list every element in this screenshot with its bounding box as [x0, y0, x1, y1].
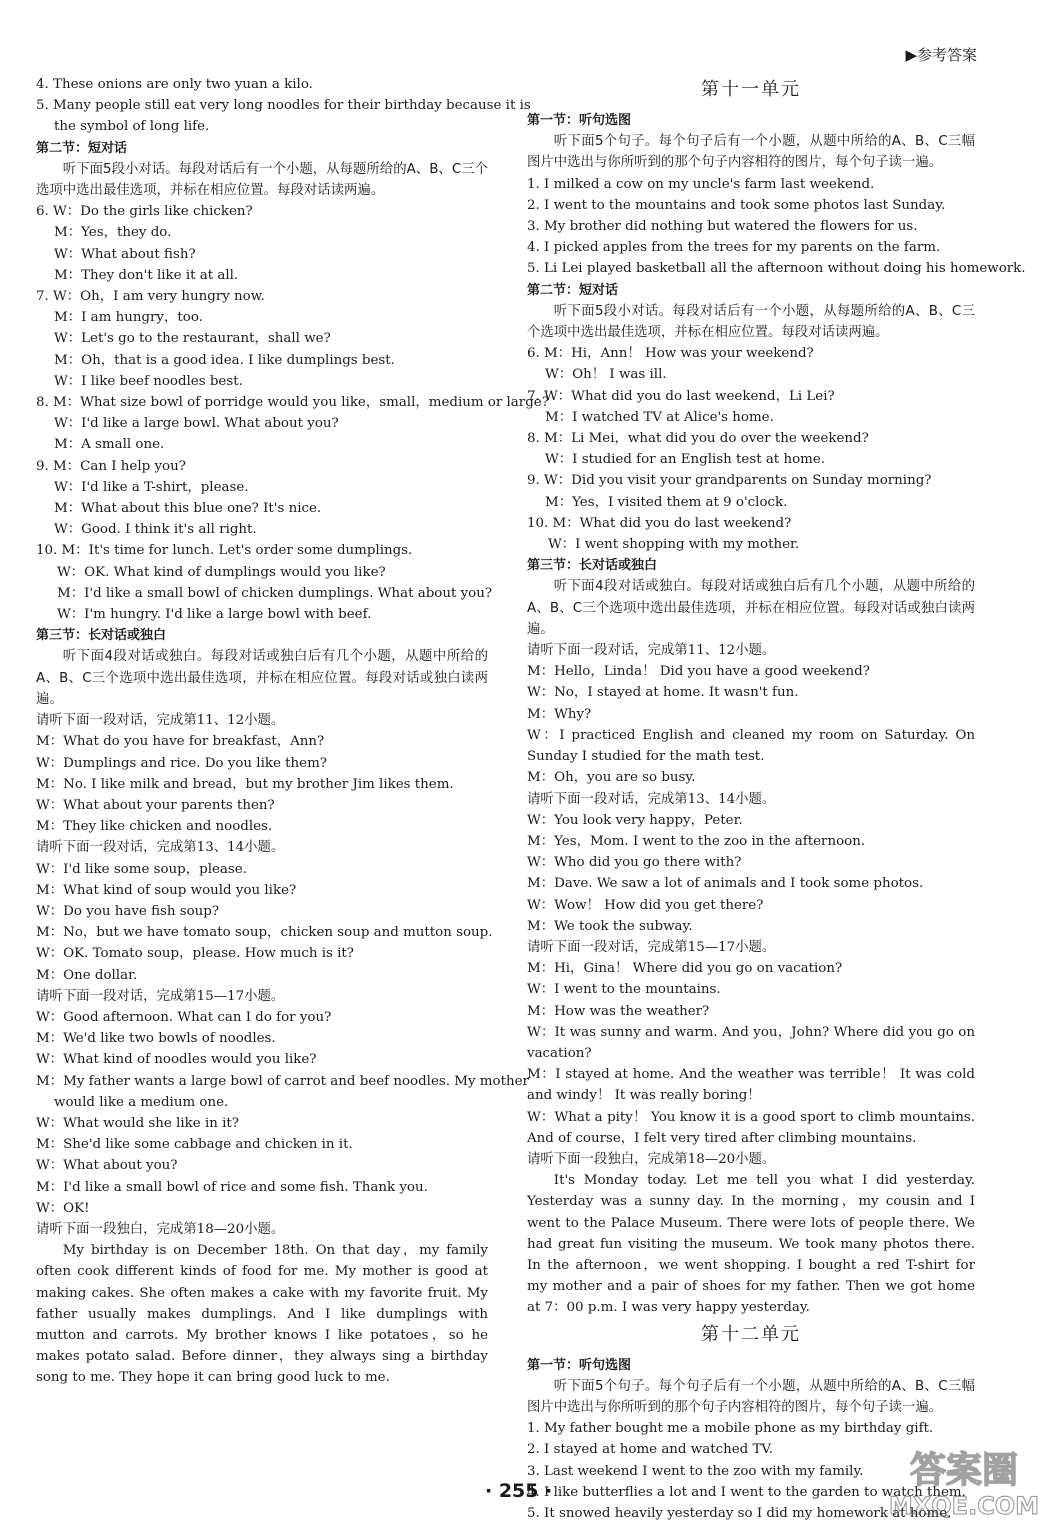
dialog-line: W：Who did you go there with?	[527, 855, 742, 871]
sentence-line: 4. I picked apples from the trees for my parents on the farm.	[527, 240, 941, 256]
sentence-line: 2. I stayed at home and watched TV.	[527, 1442, 773, 1458]
dialog-line: M：Dave. We saw a lot of animals and I took some photos.	[527, 876, 924, 892]
watermark-url: MXQE.COM	[888, 1492, 1040, 1520]
dialog-line: W：I went to the mountains.	[527, 982, 721, 998]
sentence-line: 1. I milked a cow on my uncle's farm last weekend.	[527, 176, 875, 192]
section-instructions: 听下面5段小对话。每段对话后有一个小题，从每题所给的A、B、C三个选项中选出最佳选项，并标在相应位置。每段对话读两遍。	[527, 303, 975, 341]
dialog-line: W：Let's go to the restaurant，shall we?	[54, 331, 331, 347]
dialog-line: 请听下面一段对话，完成第11、12小题。	[527, 643, 776, 659]
dialog-line: W：Good. I think it's all right.	[54, 522, 257, 538]
dialog-line: M：One dollar.	[36, 967, 138, 983]
dialog-line: M：What about this blue one? It's nice.	[54, 501, 322, 517]
section-instructions: 听下面5个句子。每个句子后有一个小题，从题中所给的A、B、C三幅图片中选出与你所听到的那个句子内容相符的图片，每个句子读一遍。	[527, 134, 975, 171]
watermark-logo	[879, 1442, 1049, 1522]
sentence-line: 5. Li Lei played basketball all the afternoon without doing his homework.	[527, 261, 1026, 277]
dialog-line: M：Yes，I visited them at 9 o'clock.	[545, 494, 788, 510]
dialog-line: W：I practiced English and cleaned my room on Saturday. On Sunday I studied for the math test.	[527, 727, 975, 765]
dialog-line: M：Hello，Linda！ Did you have a good weekend?	[527, 664, 870, 680]
dialog-line: 9. M：Can I help you?	[36, 458, 186, 474]
section-title: 第三节：长对话或独白	[36, 628, 167, 644]
dialog-line: M：I watched TV at Alice's home.	[545, 409, 774, 425]
dialog-line: W：It was sunny and warm. And you，John? Where did you go on vacation?	[527, 1024, 975, 1061]
dialog-line: M：What do you have for breakfast，Ann?	[36, 734, 325, 750]
dialog-line: 7. W：What did you do last weekend，Li Lei?	[527, 388, 835, 404]
dialog-line: W：Oh！ I was ill.	[545, 367, 667, 383]
dialog-line: M：They like chicken and noodles.	[36, 819, 273, 835]
section-title: 第一节：听句选图	[527, 113, 632, 128]
dialog-line: 6. M：Hi，Ann！ How was your weekend?	[527, 346, 814, 362]
page-number: · 255 ·	[485, 1480, 553, 1502]
dialog-line: M：I'd like a small bowl of chicken dumplings. What about you?	[57, 585, 493, 601]
dialog-line: W：What about fish?	[54, 246, 196, 262]
dialog-line: M：No. I like milk and bread，but my brother Jim likes them.	[36, 776, 454, 792]
header-label: 参考答案	[916, 46, 977, 64]
dialog-line: M：My father wants a large bowl of carrot and beef noodles. My mother	[36, 1073, 529, 1089]
dialog-line: M：We took the subway.	[527, 918, 693, 934]
monologue-paragraph: It's Monday today. Let me tell you what I did yesterday. Yesterday was a sunny day. In the morning，my cousin and I went to the Palace Museum. There were lots of people there. We had great fun visiting the museum. We took many photos there. In the afternoon，we went shopping. I bought a red T-shirt for my mother and a pair of shoes for my father. Then we got home at 7：00 p.m. I was very happy yesterday.	[527, 1173, 975, 1316]
section-title: 第三节：长对话或独白	[527, 558, 658, 574]
monologue-paragraph: My birthday is on December 18th. On that day，my family often cook different kinds of food for me. My mother is good at making cakes. She often makes a cake with my favorite fruit. My father usually makes dumplings. And I like dumplings with mutton and carrots. My brother knows I like potatoes，so he makes potato salad. Before dinner，they always sing a birthday song to me. They hope it can bring good luck to me.	[36, 1243, 488, 1386]
dialog-line: 请听下面一段对话，完成第13、14小题。	[36, 840, 285, 856]
dialog-line: W：Do you have fish soup?	[36, 903, 220, 919]
dialog-line: W：I'd like some soup，please.	[36, 861, 247, 877]
dialog-line: M：No，but we have tomato soup，chicken soup and mutton soup.	[36, 925, 493, 941]
section-instructions: 听下面5个句子。每个句子后有一个小题，从题中所给的A、B、C三幅图片中选出与你所听到的那个句子内容相符的图片，每个句子读一遍。	[527, 1378, 975, 1415]
dialog-line: 请听下面一段对话，完成第15—17小题。	[527, 939, 776, 955]
answer-line: the symbol of long life.	[54, 119, 210, 135]
dialog-line: M：They don't like it at all.	[54, 267, 239, 283]
sentence-line: 2. I went to the mountains and took some photos last Sunday.	[527, 197, 946, 213]
dialog-line: M：A small one.	[54, 437, 165, 453]
sentence-line: 3. Last weekend I went to the zoo with my family.	[527, 1463, 864, 1479]
dialog-line: W：What about your parents then?	[36, 797, 275, 813]
dialog-line: W：I studied for an English test at home.	[545, 452, 826, 468]
dialog-line: 7. W：Oh，I am very hungry now.	[36, 289, 265, 305]
sentence-line: 3. My brother did nothing but watered the flowers for us.	[527, 219, 918, 235]
dialog-line: M：Oh，that is a good idea. I like dumplings best.	[54, 352, 395, 368]
dialog-line: M：I am hungry，too.	[54, 310, 203, 326]
sentence-line: 1. My father bought me a mobile phone as my birthday gift.	[527, 1421, 934, 1437]
dialog-line: 8. M：Li Mei，what did you do over the weekend?	[527, 431, 869, 447]
dialog-line: M：Yes，Mom. I went to the zoo in the afternoon.	[527, 833, 866, 849]
section-title: 第二节：短对话	[36, 140, 128, 156]
section-instructions: 听下面4段对话或独白。每段对话或独白后有几个小题，从题中所给的A、B、C三个选项中选出最佳选项，并标在相应位置。每段对话或独白读两遍。	[36, 649, 488, 707]
dialog-line: W：I'm hungry. I'd like a large bowl with beef.	[57, 607, 372, 623]
section-header	[905, 44, 977, 65]
dialog-line: W：You look very happy，Peter.	[527, 812, 743, 828]
dialog-line: 请听下面一段对话，完成第13、14小题。	[527, 791, 776, 807]
answer-line: 4. These onions are only two yuan a kilo.	[36, 77, 313, 92]
dialog-line: W：Wow！ How did you get there?	[527, 897, 764, 913]
dialog-line: M：Why?	[527, 706, 592, 722]
watermark-text: 答案圈	[909, 1450, 1019, 1491]
dialog-line: W：Good afternoon. What can I do for you?	[36, 1009, 332, 1025]
dialog-line: W：What about you?	[36, 1158, 178, 1174]
section-instructions: 听下面5段小对话。每段对话后有一个小题，从每题所给的A、B、C三个选项中选出最佳选项，并标在相应位置。每段对话读两遍。	[36, 161, 488, 199]
dialog-line: would like a medium one.	[54, 1094, 229, 1110]
left-column	[36, 74, 549, 1389]
dialog-line: 10. M：It's time for lunch. Let's order some dumplings.	[36, 543, 413, 559]
dialog-line: M：She'd like some cabbage and chicken in it.	[36, 1137, 353, 1153]
dialog-line: W：Dumplings and rice. Do you like them?	[36, 755, 327, 771]
dialog-line: W：I went shopping with my mother.	[548, 537, 800, 553]
section-title: 第二节：短对话	[527, 282, 619, 298]
dialog-line: 8. M：What size bowl of porridge would you like，small，medium or large?	[36, 395, 549, 411]
dialog-line: W：What would she like in it?	[36, 1115, 239, 1131]
sentence-line: 5. It snowed heavily yesterday so I did my homework at home.	[527, 1506, 952, 1521]
dialog-line: W：OK. What kind of dumplings would you like?	[57, 564, 386, 580]
dialog-line: M：Yes，they do.	[54, 225, 172, 241]
dialog-line: M：I stayed at home. And the weather was terrible！ It was cold and windy！ It was really boring！	[527, 1067, 975, 1104]
right-column	[527, 74, 1026, 1524]
dialog-line: W：I'd like a T-shirt，please.	[54, 479, 249, 495]
dialog-line: W：OK. Tomato soup，please. How much is it?	[36, 946, 354, 962]
dialog-line: W：I'd like a large bowl. What about you?	[54, 416, 339, 432]
dialog-line: 请听下面一段独白，完成第18—20小题。	[36, 1221, 285, 1237]
dialog-line: M：How was the weather?	[527, 1003, 710, 1019]
unit-title: 第十一单元	[701, 79, 801, 100]
dialog-line: W：What a pity！ You know it is a good sport to climb mountains. And of course，I felt very tired after climbing mountains.	[527, 1109, 975, 1146]
dialog-line: W：I like beef noodles best.	[54, 373, 243, 389]
dialog-line: 10. M：What did you do last weekend?	[527, 515, 792, 531]
dialog-line: 9. W：Did you visit your grandparents on Sunday morning?	[527, 473, 932, 489]
dialog-line: M：Oh，you are so busy.	[527, 770, 696, 786]
unit-title: 第十二单元	[701, 1323, 801, 1345]
dialog-line: 请听下面一段对话，完成第11、12小题。	[36, 713, 285, 729]
sentence-line: 4. I like butterflies a lot and I went to the garden to watch them.	[527, 1484, 966, 1500]
section-title: 第一节：听句选图	[527, 1357, 632, 1373]
dialog-line: 请听下面一段独白，完成第18—20小题。	[527, 1151, 776, 1167]
arrow-icon: ▶	[905, 46, 917, 64]
dialog-line: M：We'd like two bowls of noodles.	[36, 1031, 276, 1047]
section-instructions: 听下面4段对话或独白。每段对话或独白后有几个小题，从题中所给的A、B、C三个选项中选出最佳选项，并标在相应位置。每段对话或独白读两遍。	[527, 579, 975, 637]
dialog-line: 请听下面一段对话，完成第15—17小题。	[36, 988, 285, 1004]
dialog-line: M：I'd like a small bowl of rice and some fish. Thank you.	[36, 1179, 428, 1195]
dialog-line: W：What kind of noodles would you like?	[36, 1052, 317, 1068]
dialog-line: M：What kind of soup would you like?	[36, 882, 297, 898]
dialog-line: 6. W：Do the girls like chicken?	[36, 204, 253, 220]
answer-line: 5. Many people still eat very long noodles for their birthday because it is	[36, 98, 531, 114]
dialog-line: M：Hi，Gina！ Where did you go on vacation?	[527, 961, 843, 977]
dialog-line: W：OK!	[36, 1200, 90, 1216]
dialog-line: W：No，I stayed at home. It wasn't fun.	[527, 685, 799, 701]
